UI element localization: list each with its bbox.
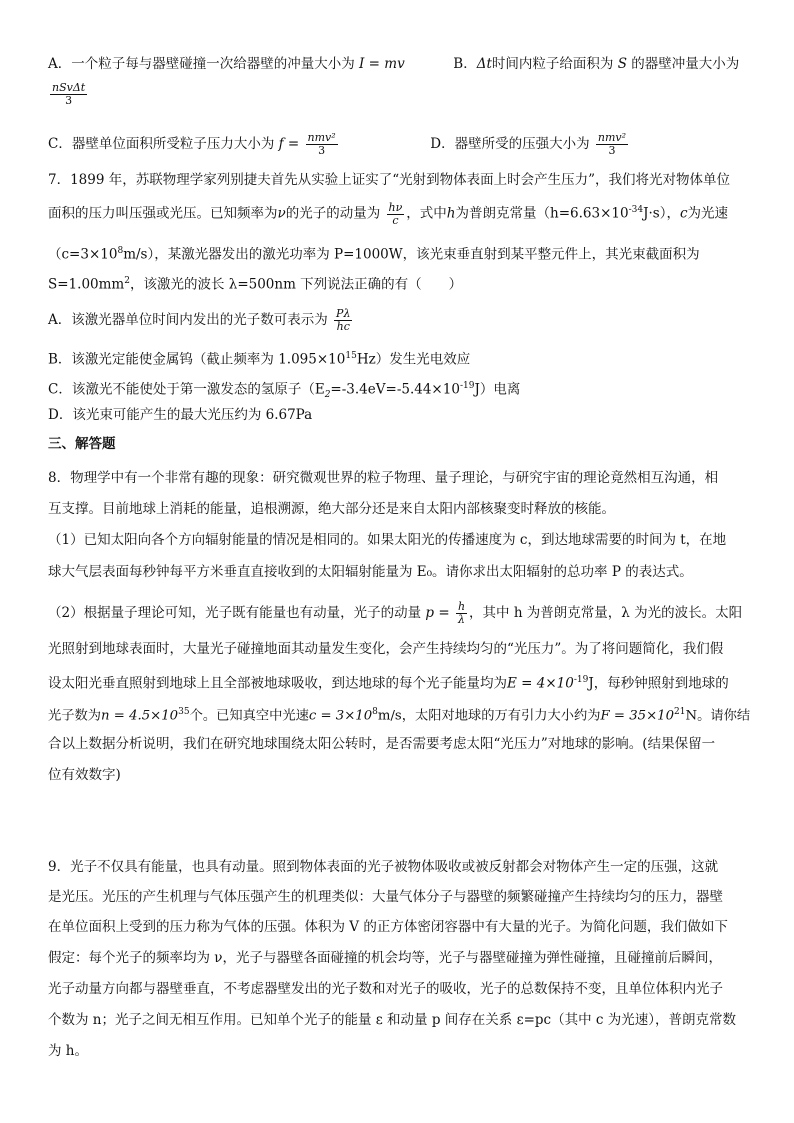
q8-part2-photon-count: n = 4.5×10 (101, 708, 179, 724)
q6-option-c-fraction-denominator: 3 (318, 144, 326, 157)
q8-part2-l4-mid2: ，太阳对地球的万有引力大小约为 (401, 708, 601, 724)
q7-momentum-denominator: c (392, 213, 399, 227)
q8-part2-line-4 (48, 702, 754, 726)
q8-stem-line-2: 互支撑。目前地球上消耗的能量，追根溯源，绝大部分还是来自太阳内部核聚变时释放的核能。 (48, 501, 615, 517)
q6-option-c-d-line (48, 132, 754, 157)
section-title: 三、解答题 (48, 436, 116, 452)
q7-l2-exponent: -34 (628, 205, 644, 215)
q7-option-b-exponent: 15 (345, 351, 357, 361)
q7-option-a-fraction (334, 308, 352, 333)
q8-part2-gravity-force: F = 35×10 (600, 708, 675, 724)
q6-option-d-text: D．器壁所受的压强大小为 (430, 136, 590, 152)
q7-l3-post: m/s），某激光器发出的激光功率为 P=1000W，该光束垂直射到某平整元件上，其光束截面积为 (123, 246, 700, 263)
q7-option-d: D．该光束可能产生的最大光压约为 6.67Pa (48, 407, 313, 423)
q7-option-a-numerator: Pλ (336, 307, 351, 320)
q8-part2-energy-unit: J (588, 675, 594, 692)
q8-part2-momentum-lhs: p = (425, 605, 450, 621)
q6-option-a-formula: I = mv (359, 56, 405, 72)
q8-part2-line-3 (48, 670, 754, 694)
q6-option-c-fraction-numerator: nmv² (307, 131, 336, 144)
q7-stem-line-3 (48, 241, 754, 265)
q9-stem-line-3: 在单位面积上受到的压力称为气体的压强。体积为 V 的正方体密闭容器中有大量的光子。为简化问题，我们做如下 (48, 919, 728, 935)
q6-option-c-text: C．器壁单位面积所受粒子压力大小为 (48, 136, 275, 152)
q8-part2-momentum-fraction (456, 601, 467, 626)
q6-option-d-fraction-denominator: 3 (608, 144, 616, 157)
q9-stem-line-7: 为 h。 (48, 1043, 88, 1059)
q8-part1-line-1: （1）已知太阳向各个方向辐射能量的情况是相同的。如果太阳光的传播速度为 c，到达地球需要的时间为 t，在地 (48, 532, 727, 548)
q6-option-b-fraction (50, 82, 87, 107)
q8-part2-light-speed: c = 3×10 (308, 708, 373, 724)
q8-part2-light-speed-unit: m/s (377, 708, 402, 724)
q8-part2-l3-prefix: 设太阳光垂直照射到地球上且全部被地球吸收，到达地球的每个光子能量均为 (48, 675, 507, 692)
q8-part2-gravity-force-exponent: 21 (674, 707, 686, 717)
q9-stem-line-5: 光子动量方向都与器壁垂直，不考虑器壁发出的光子数和对光子的吸收，光子的总数保持不变，且单位体积内光子 (48, 981, 723, 997)
q8-part2-l1-post: ，其中 h 为普朗克常量，λ 为光的波长。太阳 (469, 605, 743, 621)
q6-option-b-s: S (617, 56, 627, 72)
q7-option-a-denominator: hc (336, 320, 350, 333)
q6-option-c-fraction (306, 132, 338, 157)
q7-option-c-mid: =-3.4eV=-5.44×10 (330, 381, 460, 398)
q7-option-b (48, 346, 754, 370)
q6-option-b-end: 的器壁冲量大小为 (631, 56, 740, 72)
q6-option-b-fraction-line (48, 82, 754, 107)
q8-part1-line-2: 球大气层表面每秒钟每平方米垂直直接收到的太阳辐射能量为 E₀。请你求出太阳辐射的总功率 P 的表达式。 (48, 564, 693, 580)
q7-l3-prefix: （c=3×10 (48, 246, 118, 263)
q7-l2-post3: J·s）， (643, 205, 680, 222)
q6-option-b-dt: Δt (476, 56, 492, 72)
q7-l2-mid: 的光子的动量为 (285, 205, 381, 222)
q6-option-a-text: A．一个粒子每与器壁碰撞一次给器壁的冲量大小为 (48, 56, 355, 72)
q6-option-d-fraction-numerator: nmv² (597, 131, 627, 144)
q6-option-c-lhs: f = (278, 136, 300, 152)
q7-l2-post1: ，式中 (406, 205, 447, 222)
q8-part2-energy: E = 4×10 (507, 675, 574, 692)
q6-option-b-fraction-numerator: nSvΔt (52, 81, 86, 94)
q8-part2-photon-count-exponent: 35 (178, 707, 190, 717)
q7-l2-post4: 为光速 (687, 205, 729, 222)
q7-l3-exponent: 8 (117, 246, 124, 256)
q7-option-b-post: Hz）发生光电效应 (356, 351, 471, 368)
q7-stem-line-4 (48, 271, 754, 295)
q7-option-c-prefix: C．该激光不能使处于第一激发态的氢原子（E (48, 381, 325, 398)
q9-stem-line-2: 是光压。光压的产生机理与气体压强产生的机理类似：大量气体分子与器壁的频繁碰撞产生持续均匀的压力，器壁 (48, 889, 723, 905)
q9-stem-line-6: 个数为 n；光子之间无相互作用。已知单个光子的能量 ε 和动量 p 间存在关系 ε=pc（其中 c 为光速），普朗克常数 (48, 1012, 736, 1028)
q8-part2-momentum-numerator: h (457, 600, 466, 613)
q7-l4-post: ，该激光的波长 λ=500nm 下列说法正确的有（ ） (129, 276, 463, 293)
q7-l2-h: h (446, 205, 456, 222)
q8-part2-l4-post: 。请你结 (697, 708, 751, 724)
q7-option-c-exponent: -19 (459, 381, 475, 391)
q8-part2-l1-prefix: （2）根据量子理论可知，光子既有能量也有动量，光子的动量 (48, 605, 422, 621)
q7-l2-c: c (679, 205, 688, 222)
q9-stem-line-4: 假定：每个光子的频率均为 ν，光子与器壁各面碰撞的机会均等，光子与器壁碰撞为弹性碰撞，且碰撞前后瞬间， (48, 950, 722, 966)
q7-l2-prefix: 面积的压力叫压强或光压。已知频率为 (48, 205, 278, 222)
q7-l4-exponent: 2 (124, 276, 130, 286)
q7-stem-line-1: 7．1899 年，苏联物理学家列别捷夫首先从实验上证实了“光射到物体表面上时会产生压力”，我们将光对物体单位 (48, 172, 731, 188)
q7-option-c (48, 376, 754, 405)
q7-option-c-subscript: 2 (324, 390, 331, 401)
q7-momentum-numerator: hν (388, 200, 403, 214)
q8-part2-momentum-denominator: λ (457, 613, 465, 626)
q8-part2-line-2: 光照射到地球表面时，大量光子碰撞地面其动量发生变化，会产生持续均匀的“光压力”。为了将问题简化，我们假 (48, 641, 724, 657)
q8-part2-l4-mid: 个。已知真空中光速 (189, 708, 309, 724)
q8-stem-line-1: 8．物理学中有一个非常有趣的现象：研究微观世界的粒子物理、量子理论，与研究宇宙的理论竟然相互沟通，相 (48, 470, 719, 486)
q7-option-c-post: J）电离 (474, 381, 521, 398)
q7-stem-line-2 (48, 200, 754, 227)
q8-part2-l4-prefix: 光子数为 (48, 708, 102, 724)
q7-l2-nu: ν (277, 205, 286, 222)
q7-l4-prefix: S=1.00mm (48, 276, 125, 293)
q8-part2-line-1 (48, 601, 754, 626)
q6-option-b-prefix: B． (453, 56, 477, 72)
q8-part2-light-speed-exponent: 8 (372, 707, 378, 717)
q7-momentum-fraction (387, 202, 405, 227)
q8-part2-gravity-force-unit: N (685, 708, 698, 724)
q7-option-b-prefix: B．该激光定能使金属钨（截止频率为 1.095×10 (48, 351, 346, 368)
q7-option-a (48, 308, 754, 333)
q8-part2-line-6: 位有效数字) (48, 767, 121, 783)
q9-stem-line-1: 9．光子不仅具有能量，也具有动量。照到物体表面的光子被物体吸收或被反射都会对物体产生一定的压强，这就 (48, 859, 719, 875)
q7-option-a-text: A．该激光器单位时间内发出的光子数可表示为 (48, 312, 328, 328)
q6-option-b-fraction-denominator: 3 (65, 94, 73, 107)
q7-l2-post2: 为普朗克常量（h=6.63×10 (455, 205, 629, 222)
q8-part2-l3-post: ，每秒钟照射到地球的 (593, 675, 729, 692)
q8-part2-line-5: 合以上数据分析说明，我们在研究地球围绕太阳公转时，是否需要考虑太阳“光压力”对地球的影响。(结果保留一 (48, 736, 716, 752)
q8-part2-energy-exponent: -19 (573, 675, 589, 685)
q6-option-d-fraction (596, 132, 628, 157)
q6-option-b-mid: 时间内粒子给面积为 (491, 56, 614, 72)
q6-option-a-b-line (48, 54, 754, 74)
